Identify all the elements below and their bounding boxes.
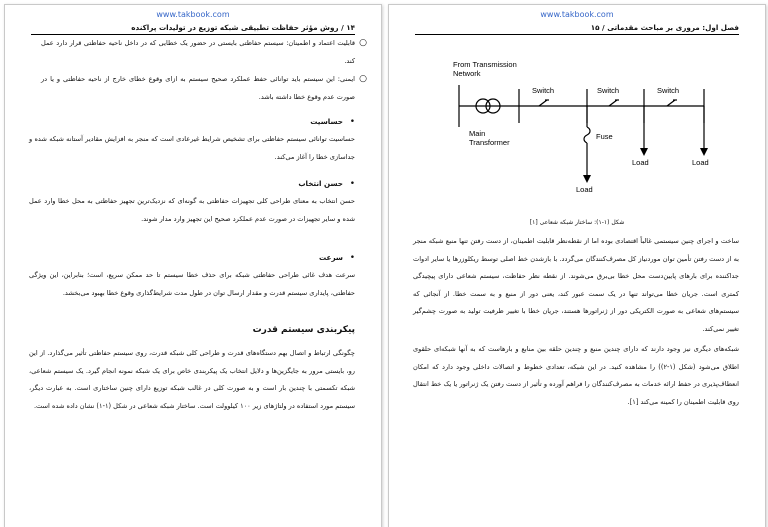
label-source-line2: Network [453, 69, 481, 78]
bullet-dot-icon: • [349, 253, 355, 263]
left-page [4, 4, 382, 527]
label-transformer-line1: Main [469, 129, 486, 138]
page-number: ۱۵ [590, 23, 600, 32]
right-page [388, 4, 766, 527]
label-load-2: Load [692, 158, 709, 167]
book-title: روش مؤثر حفاظت تطبیقی شبکه توزیع در تولیدات پراکنده [131, 23, 339, 32]
paragraph-radial-system: ساخت و اجرای چنین سیستمی غالباً اقتصادی بوده اما از نقطه‌نظر قابلیت اطمینان، از دست رفتن تنها منبع شبکه منجر به از دست رفتن تأمین توان موردنیاز کل مصرف‌کنندگان می‌گردد. با بازشدن خط اصلی توسط ریکلوزرها یا سایر ادوات جداکننده برای بارهای پایین‌دست محل خطا بی‌برق می‌شوند. از نقطه نظر حفاظت، سیستم شعاعی دارای پیچیدگی کمتری است. جریان خطا می‌تواند تنها در یک سمت عبور کند، یعنی دور از منبع و به سمت خطا. از آنجائی که سیستم‌های شعاعی به صورت الکتریکی دور از ژنراتورها هستند، جریان خطا با تغییر ظرفیت تولید به صورت چشم‌گیر تغییر نمی‌کند. [413, 237, 739, 333]
running-head-separator: / [341, 23, 344, 32]
page-number: ۱۴ [346, 23, 355, 32]
bullet-text: ایمنی: این سیستم باید توانائی حفظ عملکرد صحیح سیستم به ازای وقوع خطای خارج از ناحیه حفاظتی و یا در صورت عدم وقوع خطا داشته باشد. [41, 75, 355, 101]
bullet-text: قابلیت اعتماد و اطمینان: سیستم حفاظتی بایستی در حضور یک خطایی که در داخل ناحیه حفاظتی قرار دارد عمل کند. [41, 39, 355, 65]
paragraph-loop-network: شبکه‌های دیگری نیز وجود دارند که دارای چندین منبع و چندین حلقه بین منابع و بارهاست که به آنها شبکه‌ای حلقوی اطلاق می‌شود (شکل (۱-۲)) را مشاهده کنید. در این شبکه، تعدادی خطوط و اتصالات داخلی وجود دارد که امکان انعطاف‌پذیری در حفظ ارائه خدمات به مصرف‌کنندگان را فراهم آورده و تأثیر از دست رفتن یک ژنراتور یا یک خط انتقال روی قابلیت اطمینان را کمینه می‌کند [۱]. [413, 345, 739, 406]
label-fuse: Fuse [596, 132, 613, 141]
paragraph-speed: سرعت هدف غائی طراحی حفاظتی شبکه برای حذف خطا سیستم تا حد ممکن سریع، است؛ بنابراین، این ویژگی حفاظتی، پایداری سیستم قدرت و مقدار ارسال توان در طول مدت شرایط‌گذاری وقوع خطا بهبود می‌بخشد. [29, 271, 355, 297]
heading-sensitivity: حساسیت [310, 117, 343, 126]
radial-network-diagram [439, 57, 719, 217]
running-head [415, 23, 739, 35]
switch-2-icon [609, 100, 619, 106]
load-arrow-icon [583, 175, 591, 183]
paragraph-sensitivity: حساسیت توانائی سیستم حفاظتی برای تشخیص شرایط غیرعادی است که منجر به افزایش مقادیر آستانه شبکه شده و جداسازی خطا را آغاز می‌کند. [29, 135, 355, 161]
label-switch-1: Switch [532, 86, 555, 95]
heading-speed: سرعت [318, 253, 343, 262]
bullet-circle-icon: ○ [359, 38, 367, 48]
switch-1-icon [539, 100, 549, 106]
bullet-dot-icon: • [349, 179, 355, 189]
heading-selectivity: حسن انتخاب [298, 179, 343, 188]
watermark: www.takbook.com [540, 10, 614, 19]
running-head-separator: / [602, 23, 605, 32]
figure-caption: شکل (۱-۱): ساختار شبکه شعاعی [۱] [529, 219, 625, 226]
chapter-title: فصل اول: مروری بر مباحث مقدماتی [607, 23, 739, 32]
fuse-icon [584, 127, 590, 143]
label-switch-3: Switch [657, 86, 680, 95]
paragraph-power-system-configuration: چگونگی ارتباط و اتصال بهم دستگاه‌های قدرت و طراحی کلی شبکه قدرت، روی سیستم حفاظتی تأثیر می‌گذارد. از این رو، بایستی مرور به جایگزین‌ها و دلایل انتخاب یک پیکربندی خاص برای یک شبکه نمونه انجام گیرد. یک سیستم شعاعی، شبکه تکسمتی با چندین بار است و به صورت کلی در غالب شبکه توزیع دارای چنین ساختاری است. به عبارت دیگر، سیستم مورد استفاده در ولتاژهای زیر ۱۰۰ کیلوولت است. ساختار شبکه شعاعی در شکل (۱-۱) نشان داده شده است. [29, 349, 355, 410]
label-transformer-line2: Transformer [469, 138, 510, 147]
heading-power-system-configuration: پیکربندی سیستم قدرت [252, 325, 355, 335]
label-switch-2: Switch [597, 86, 620, 95]
watermark: www.takbook.com [156, 10, 230, 19]
bullet-reliability [41, 35, 367, 70]
bullet-security [41, 71, 367, 106]
switch-3-icon [667, 100, 677, 106]
paragraph-selectivity: حسن انتخاب به معنای طراحی کلی تجهیزات حفاظتی به گونه‌ای که نزدیک‌ترین تجهیز حفاظتی به محل خطا وارد عمل شده و سایر تجهیزات در صورت عدم عملکرد صحیح این تجهیز وارد مدار شوند. [29, 197, 355, 223]
label-load-3: Load [576, 185, 593, 194]
bullet-dot-icon: • [349, 117, 355, 127]
load-arrow-icon [640, 148, 648, 156]
bullet-circle-icon: ○ [359, 74, 367, 84]
label-load-1: Load [632, 158, 649, 167]
label-source-line1: From Transmission [453, 60, 517, 69]
running-head [31, 23, 355, 35]
load-arrow-icon [700, 148, 708, 156]
